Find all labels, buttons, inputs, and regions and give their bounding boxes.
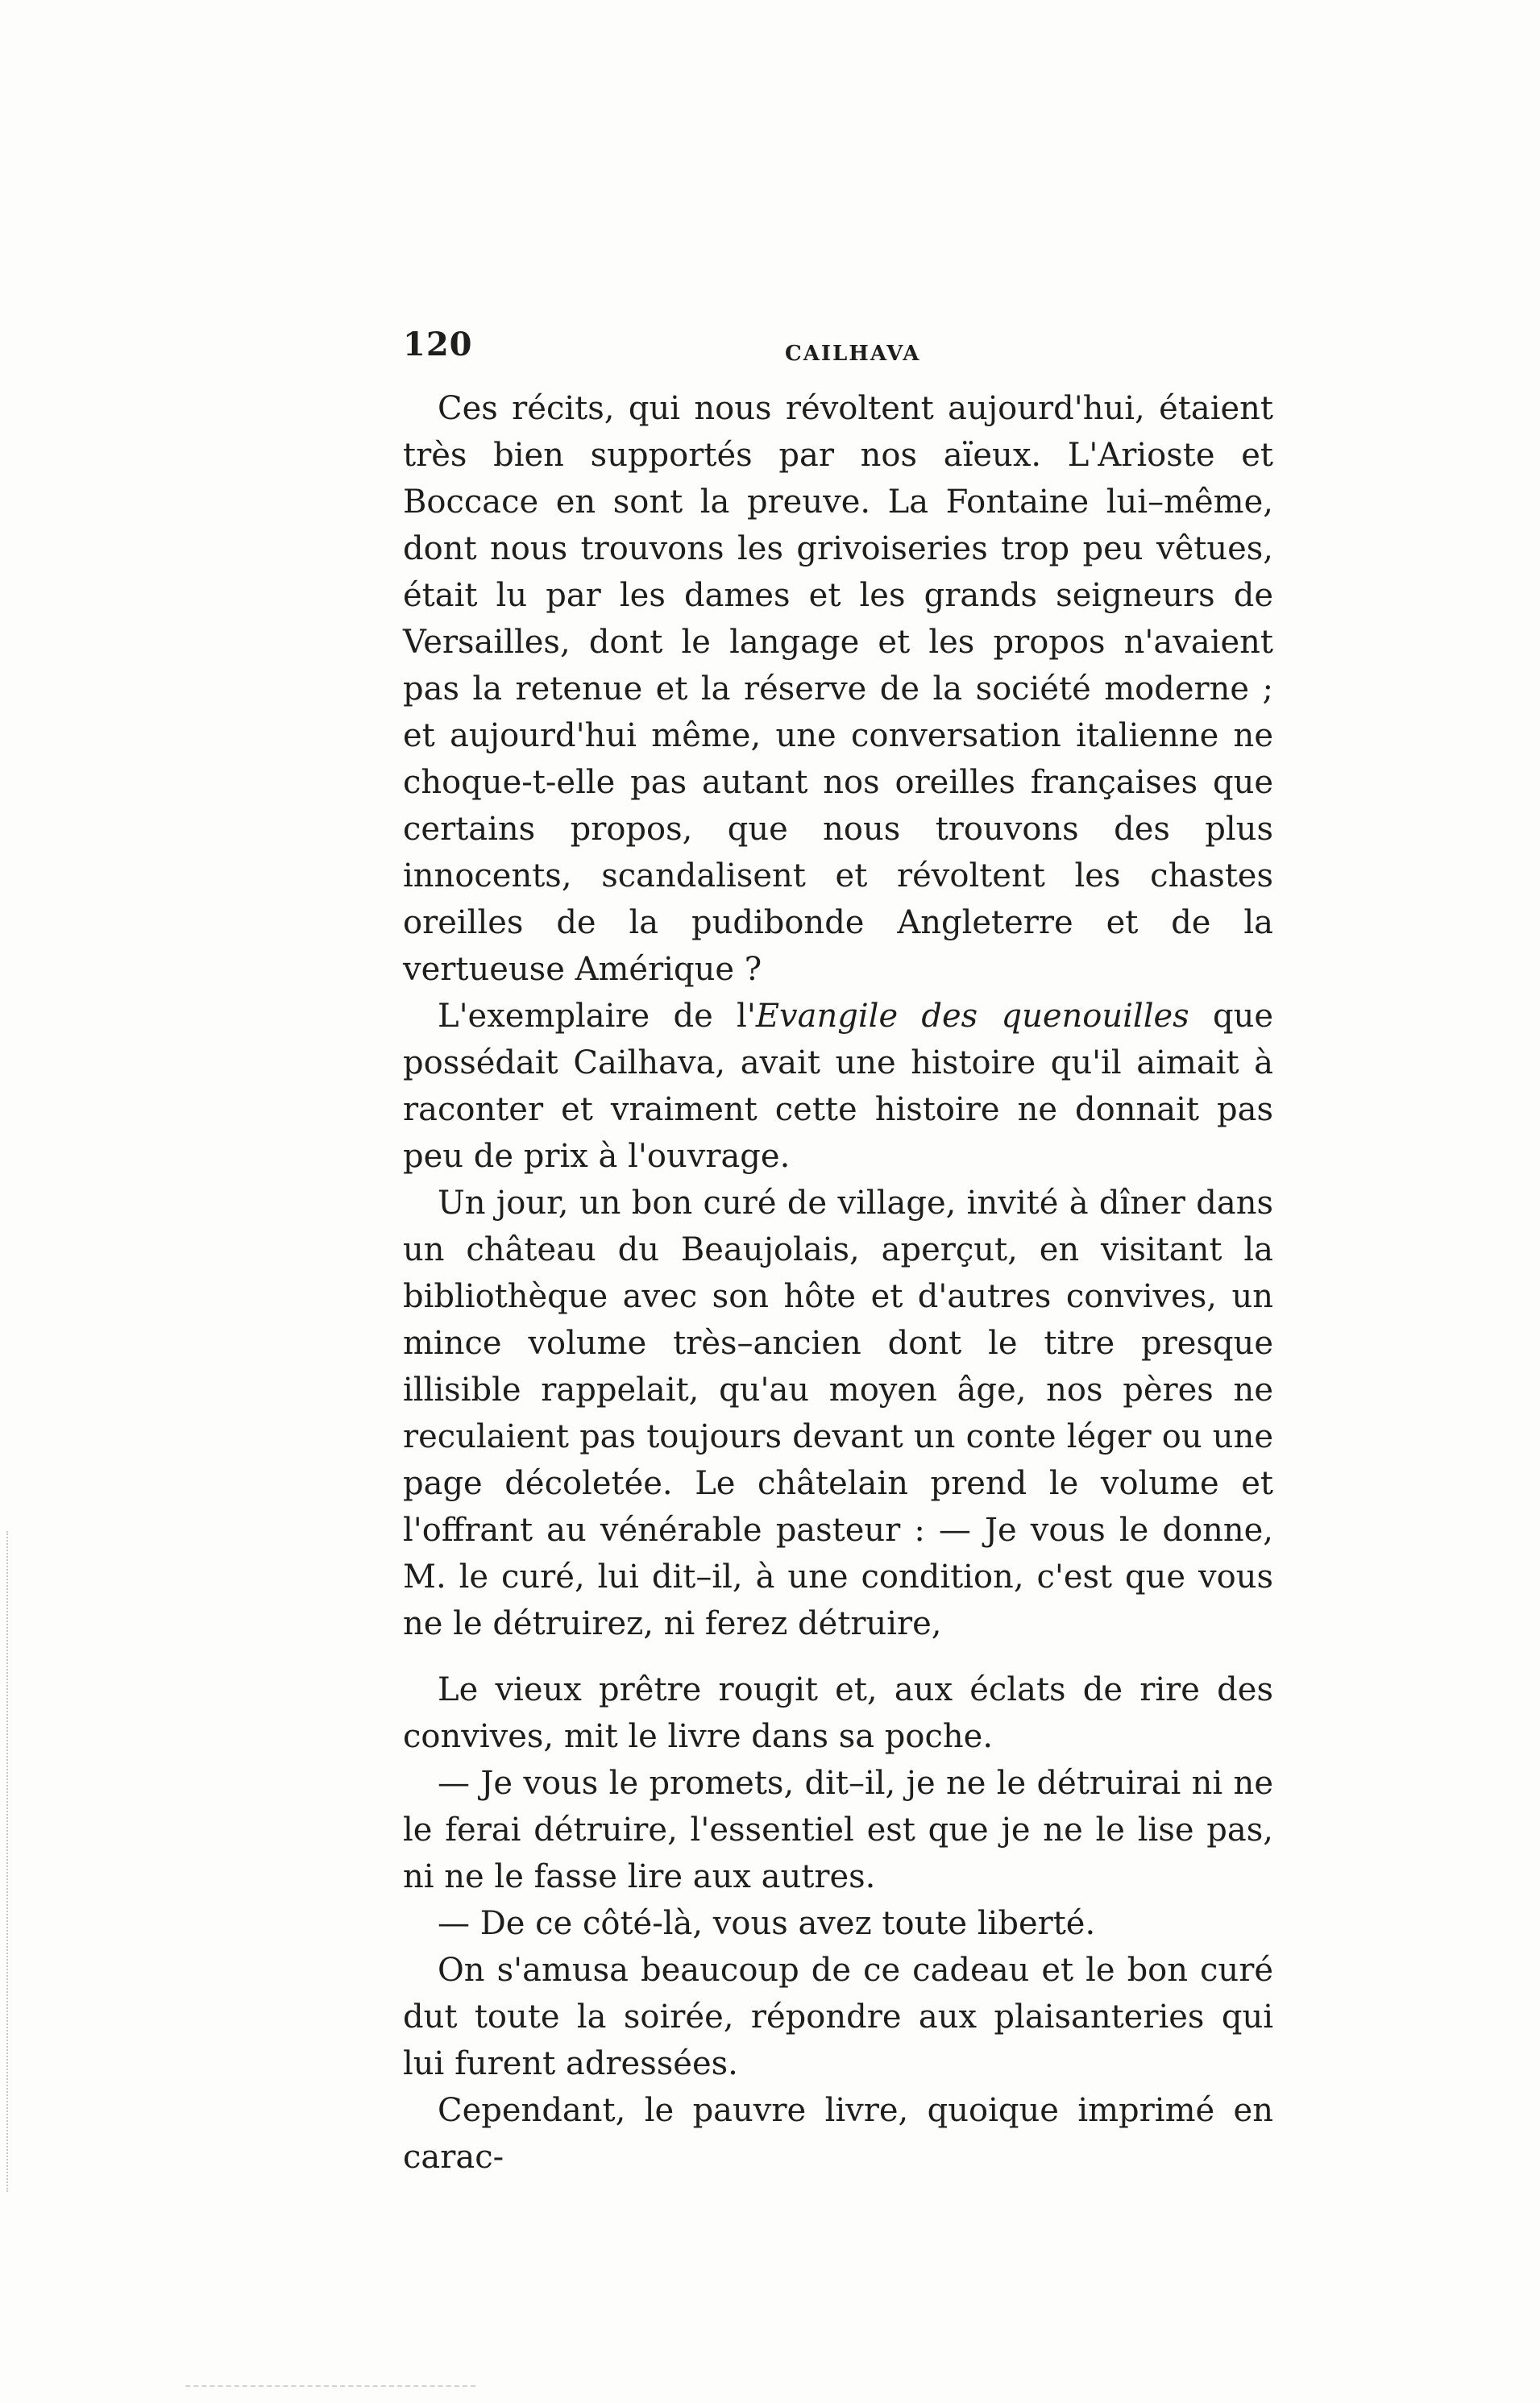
- scan-edge-marks: [6, 1531, 10, 2192]
- paragraph: Ces récits, qui nous révoltent aujourd'hui, étaient très bien supportés par nos aïeux. L'Arioste et Boccace en sont la preuve. La Fontaine lui–même, dont nous trouvons les grivoiseries trop peu vêtues, était lu par les dames et les grands seigneurs de Versailles, dont le langage et les propos n'avaient pas la retenue et la réserve de la société moderne ; et aujourd'hui même, une conversation italienne ne choque-t-elle pas autant nos oreilles françaises que certains propos, que nous trouvons des plus innocents, scandalisent et révoltent les chastes oreilles de la pudibonde Angleterre et de la vertueuse Amérique ?: [403, 390, 1273, 988]
- running-head: CAILHAVA: [785, 342, 921, 366]
- body-text: [403, 385, 1273, 2181]
- page-number: 120: [403, 326, 473, 363]
- paragraph-text: que possédait Cailhava, avait une histoire qu'il aimait à raconter et vraiment cette histoire ne donnait pas peu de prix à l'ouvrage.: [403, 998, 1273, 1175]
- paragraph: Un jour, un bon curé de village, invité à dîner dans un château du Beaujolais, aperçut, en visitant la bibliothèque avec son hôte et d'autres convives, un mince volume très–ancien dont le titre presque illisible rappelait, qu'au moyen âge, nos pères ne reculaient pas toujours devant un conte léger ou une page décoletée. Le châtelain prend le volume et l'offrant au vénérable pasteur : — Je vous le donne, M. le curé, lui dit–il, à une condition, c'est que vous ne le détruirez, ni ferez détruire,: [403, 1185, 1273, 1642]
- page-header: [403, 326, 1273, 374]
- paragraph: [403, 993, 1273, 1180]
- paragraph: — De ce côté-là, vous avez toute liberté.: [438, 1905, 1096, 1942]
- paragraph: — Je vous le promets, dit–il, je ne le détruirai ni ne le ferai détruire, l'essentiel est que je ne le lise pas, ni ne le fasse lire aux autres.: [403, 1765, 1273, 1895]
- paragraph: Cependant, le pauvre livre, quoique imprimé en carac-: [403, 2092, 1273, 2176]
- paragraph: Le vieux prêtre rougit et, aux éclats de rire des convives, mit le livre dans sa poche.: [403, 1671, 1273, 1755]
- paragraph: On s'amusa beaucoup de ce cadeau et le bon curé dut toute la soirée, répondre aux plaisanteries qui lui furent adressées.: [403, 1952, 1273, 2082]
- paragraph-text: L'exemplaire de l': [438, 998, 756, 1035]
- book-title: Evangile des quenouilles: [755, 998, 1189, 1035]
- scan-bottom-marks: [185, 2385, 475, 2388]
